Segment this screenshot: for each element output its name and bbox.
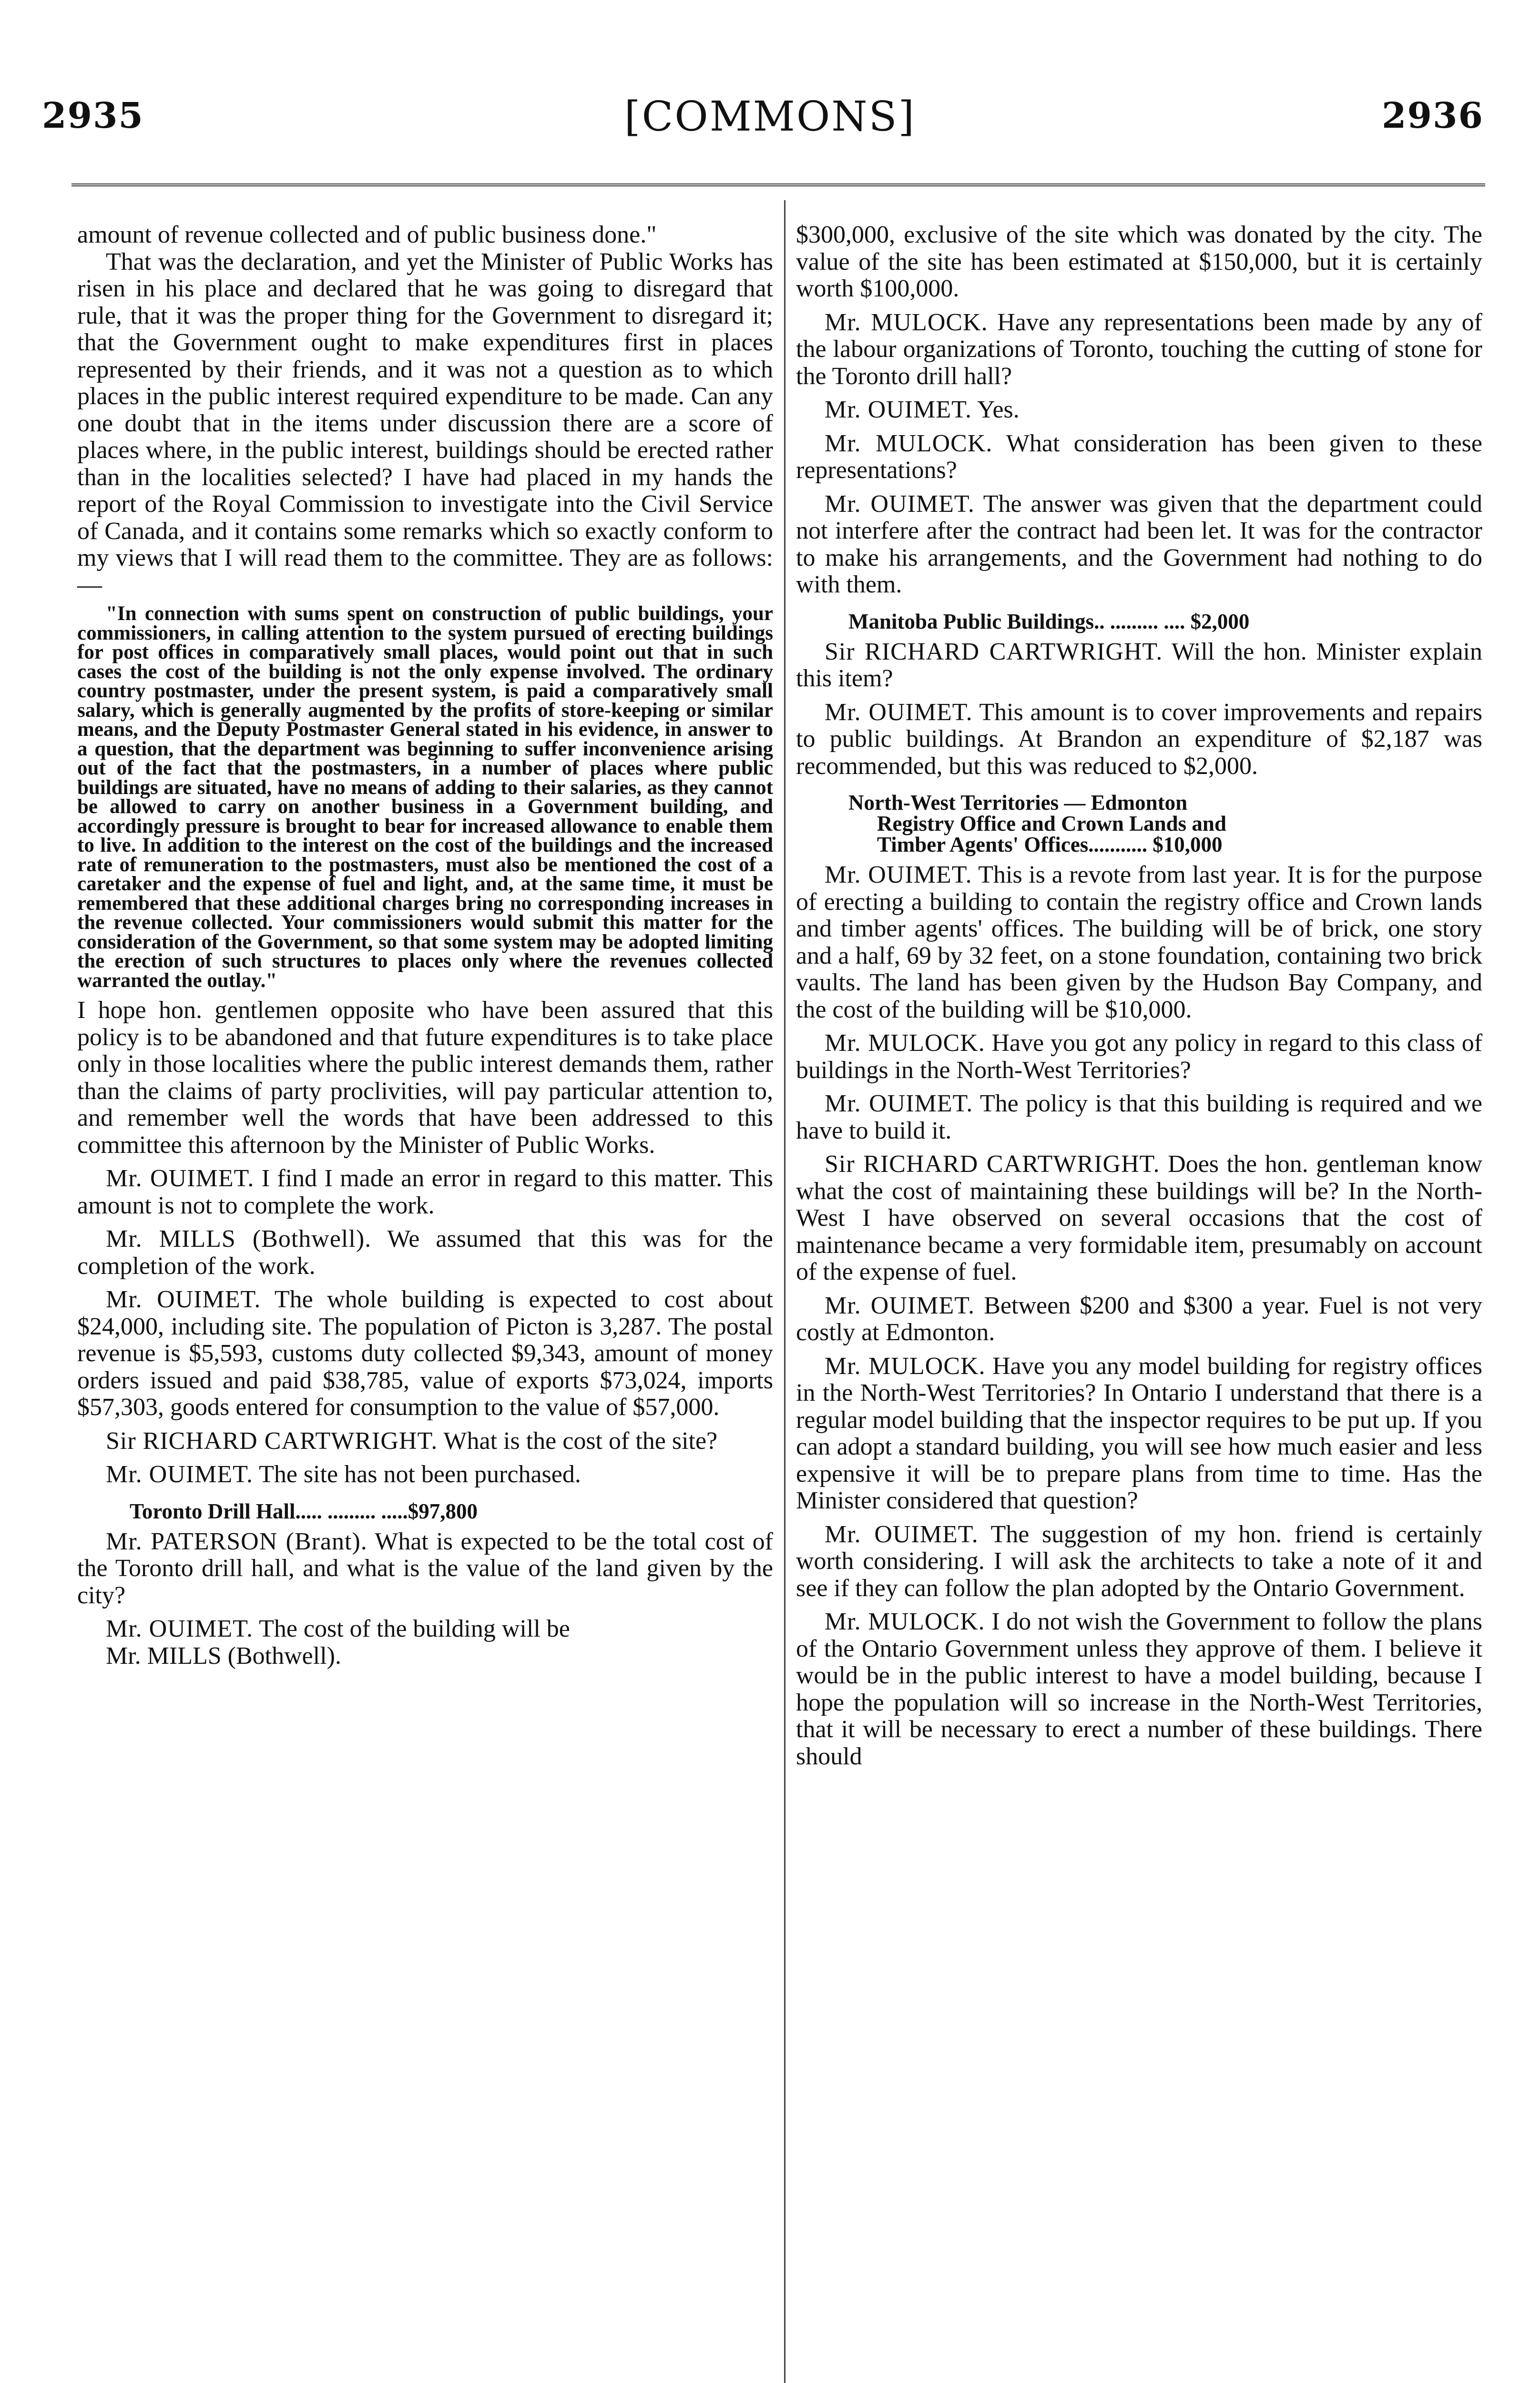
speech-text: Will the hon. Minister explain this item? [796, 638, 1483, 692]
speech [77, 1461, 773, 1488]
speaker-name: Mr. MULOCK. [825, 308, 988, 336]
speech-text: This is a revote from last year. It is for the purpose of erecting a building to contain the registry office and Crown lands and timber agents' offices. The building will be of brick, one story and a half, 69 by 32 feet, on a stone foundation, containing two brick vaults. The land has been given by the Hudson Bay Company, and the cost of the building will be $10,000. [796, 861, 1483, 1023]
speech-text: Have you any model building for registry offices in the North-West Territories? In Ontario I understand that there is a regular model building that the inspector requires to be put up. If you can adopt a standard building, you will see how much easier and less expensive it will be to prepare plans from time to time. Has the Minister considered that question? [796, 1352, 1483, 1514]
estimate-item: Manitoba Public Buildings.. ......... .... $2,000 [848, 609, 1250, 633]
speech [77, 1165, 773, 1219]
speech [796, 699, 1482, 780]
speaker-name: Mr. OUIMET. [825, 1090, 973, 1117]
speech-text: The suggestion of my hon. friend is certainly worth considering. I will ask the architects to take a note of it and see if they can follow the plan adopted by the Ontario Government. [796, 1520, 1483, 1602]
speech [796, 397, 1482, 424]
speech-text: Between $200 and $300 a year. Fuel is not very costly at Edmonton. [796, 1292, 1483, 1346]
speech [77, 1428, 773, 1455]
speech [796, 309, 1482, 390]
speaker-name: Mr. PATERSON (Brant). [106, 1528, 367, 1555]
estimate-item-line: Registry Office and Crown Lands and [877, 812, 1226, 835]
estimate-item [848, 792, 1482, 855]
page-header [0, 0, 1540, 181]
speaker-name: Mr. MULOCK. [825, 1608, 985, 1635]
speech [77, 1528, 773, 1609]
speech-text: I find I made an error in regard to this matter. This amount is not to complete the work. [77, 1165, 774, 1219]
speaker-name: Sir RICHARD CARTWRIGHT. [825, 638, 1163, 665]
speaker-name: Mr. OUIMET. [106, 1165, 255, 1192]
page-number-right: 2936 [1382, 95, 1484, 136]
speech-text: The policy is that this building is required and we have to build it. [796, 1090, 1483, 1144]
paragraph: That was the declaration, and yet the Minister of Public Works has risen in his place and declared that he was going to disregard that rule, that it was the proper thing for the Government to disregard it; that the Government ought to make expenditures first in places represented by their friends, and it was not a question as to which places in the public interest required expenditure to be made. Can any one doubt that in the items under discussion there are a score of places where, in the public interest, buildings should be erected rather than in the localities selected? I have had placed in my hands the report of the Royal Commission to investigate into the Civil Service of Canada, and it contains some remarks which so exactly conform to my views that I will read them to the committee. They are as follows:— [77, 248, 773, 599]
paragraph: $300,000, exclusive of the site which was donated by the city. The value of the site has been estimated at $150,000, but it is certainly worth $100,000. [796, 221, 1482, 302]
speech-text: We assumed that this was for the completion of the work. [77, 1225, 773, 1280]
speaker-name: Mr. OUIMET. [106, 1286, 261, 1313]
right-column [796, 222, 1482, 1770]
estimate-item-line: North-West Territories — Edmonton [848, 791, 1188, 815]
speech [796, 491, 1482, 599]
speaker-name: Mr. MULOCK. [825, 429, 993, 457]
speech [796, 1151, 1482, 1286]
speech-text: The cost of the building will be [259, 1615, 570, 1642]
speech [796, 862, 1482, 1023]
speaker-name: Mr. OUIMET. [825, 698, 973, 726]
speaker-name: Mr. OUIMET. [825, 1520, 979, 1548]
estimate-item: Toronto Drill Hall..... ......... .....$97,800 [130, 1499, 478, 1523]
running-head: [COMMONS] [624, 93, 916, 141]
speech [796, 1030, 1482, 1084]
commission-quote: "In connection with sums spent on construction of public buildings, your commissioners, in calling attention to the system pursued of erecting buildings for post offices in comparatively small places, would point out that in such cases the cost of the building is not the only expense involved. The ordinary country postmaster, under the present system, is paid a comparatively small salary, which is generally augmented by the profits of store-keeping or similar means, and the Deputy Postmaster General stated in his evidence, in answer to a question, that the department was beginning to suffer inconvenience arising out of the fact that the postmasters, in a number of places where public buildings are situated, have no means of adding to their salaries, as they cannot be allowed to carry on another business in a Government building, and accordingly pressure is brought to bear for increased allowance to enable them to live. In addition to the interest on the cost of the buildings and the increased rate of remuneration to the postmasters, must also be mentioned the cost of a caretaker and the expense of fuel and light, and, at the same time, it must be remembered that these additional charges bring no corresponding increases in the revenue collected. Your commissioners would submit this matter for the consideration of the Government, so that some system may be adopted limiting the erection of such structures to places only where the revenues collected warranted the outlay." [77, 602, 773, 992]
speaker-name: Mr. MILLS (Bothwell). [106, 1225, 372, 1253]
speech [77, 1616, 773, 1643]
speech [796, 1353, 1482, 1515]
speaker-name: Sir RICHARD CARTWRIGHT. [825, 1151, 1160, 1178]
speaker-name: Sir RICHARD CARTWRIGHT. [106, 1427, 438, 1455]
speaker-name: Mr. OUIMET. [106, 1461, 254, 1488]
speaker-name: Mr. MULOCK. [825, 1352, 986, 1380]
speech [77, 1286, 773, 1421]
speech [796, 1609, 1482, 1770]
left-column [77, 222, 773, 1670]
speech-text: Have you got any policy in regard to this class of buildings in the North-West Territories? [796, 1029, 1483, 1084]
speech-text: What consideration has been given to these representations? [796, 429, 1482, 484]
speech [796, 430, 1482, 484]
speaker-name: Mr. OUIMET. [106, 1615, 254, 1642]
footer-signature: Mr. MILLS (Bothwell). [106, 1642, 341, 1670]
speech [796, 1293, 1482, 1346]
speech-text: The site has not been purchased. [259, 1461, 581, 1488]
speaker-name: Mr. OUIMET. [825, 396, 972, 423]
speech-text: What is expected to be the total cost of the Toronto drill hall, and what is the value of the land given by the city? [77, 1528, 773, 1609]
speech-text: Have any representations been made by any of the labour organizations of Toronto, touching the cutting of stone for the Toronto drill hall? [796, 308, 1482, 390]
speech-text: This amount is to cover improvements and repairs to public buildings. At Brandon an expenditure of $2,187 was recommended, but this was reduced to $2,000. [796, 698, 1483, 780]
speech-text: What is the cost of the site? [443, 1427, 718, 1455]
column-divider [784, 200, 785, 2383]
speech-text: Yes. [977, 396, 1020, 423]
speaker-name: Mr. OUIMET. [825, 490, 975, 518]
speaker-name: Mr. OUIMET. [825, 1292, 975, 1319]
paragraph: amount of revenue collected and of public business done." [77, 221, 657, 248]
paragraph: I hope hon. gentlemen opposite who have been assured that this policy is to be abandoned and that future expenditures is to take place only in those localities where the public interest demands them, rather than the claims of party proclivities, will pay particular attention to, and remember well the words that have been addressed to this committee this afternoon by the Minister of Public Works. [77, 997, 773, 1159]
speech-text: The whole building is expected to cost about $24,000, including site. The population of Picton is 3,287. The postal revenue is $5,593, customs duty collected $9,343, amount of money orders issued and paid $38,785, value of exports $73,024, imports $57,303, goods entered for consumption to the value of $57,000. [77, 1286, 774, 1421]
page-number-left: 2935 [42, 95, 144, 136]
speaker-name: Mr. MULOCK. [825, 1029, 985, 1057]
speech-text: I do not wish the Government to follow the plans of the Ontario Government unless they approve of them. I believe it would be in the public interest to have a model building, because I hope the population will so increase in the North-West Territories, that it will be necessary to erect a number of these buildings. There should [796, 1608, 1483, 1770]
estimate-item-line: Timber Agents' Offices........... $10,000 [877, 833, 1223, 856]
speech [77, 1226, 773, 1280]
speech [796, 1090, 1482, 1144]
speech-text: Does the hon. gentleman know what the cost of maintaining these buildings will be? In the North-West I have observed on several occasions that the cost of maintenance became a very formidable item, presumably on account of the expense of fuel. [796, 1151, 1483, 1285]
speaker-name: Mr. OUIMET. [825, 861, 972, 888]
speech-text: The answer was given that the department could not interfere after the contract had been let. It was for the contractor to make his arrangements, and the Government had nothing to do with them. [796, 490, 1483, 598]
speech [796, 1521, 1482, 1602]
speech [796, 639, 1482, 692]
header-rule [71, 183, 1485, 186]
